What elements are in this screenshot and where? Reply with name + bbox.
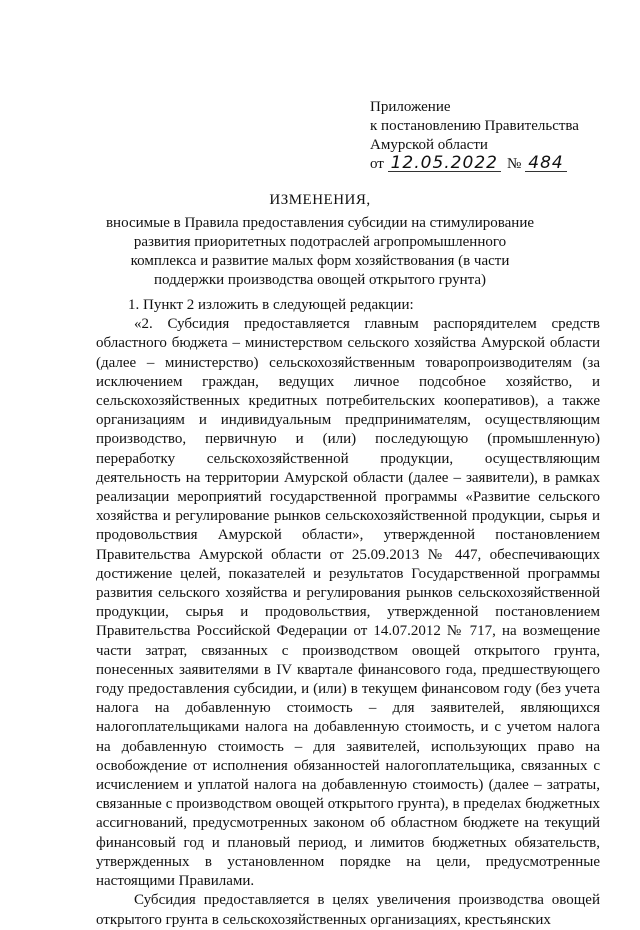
list-item-1: 1. Пункт 2 изложить в следующей редакции: bbox=[128, 297, 414, 313]
document-subtitle: вносимые в Правила предоставления субсидии на стимулирование развития приоритетных подотраслей агропромышленного комплекса и развитие малых форм хозяйствования (в части поддержки производства овощей открытого грунта) bbox=[105, 215, 535, 288]
appendix-resolution-line: к постановлению Правительства bbox=[370, 118, 579, 134]
date-prefix: от bbox=[370, 156, 384, 172]
appendix-region-line: Амурской области bbox=[370, 137, 488, 153]
paragraph-2: Субсидия предоставляется в целях увеличения производства овощей открытого грунта в сельскохозяйственных организациях, крестьянских bbox=[96, 892, 600, 928]
paragraph-1: «2. Субсидия предоставляется главным распорядителем средств областного бюджета – министерством сельского хозяйства Амурской области (далее – министерство) сельскохозяйственным товаропроизводителям (за исключением граждан, ведущих личное подсобное хозяйство, и сельскохозяйственных кредитных потребительских кооперативов), а также организациям и индивидуальным предпринимателям, осуществляющим производство, первичную и (или) последующую (промышленную) переработку сельскохозяйственной продукции, осуществляющим деятельность на территории Амурской области (далее – заявители), в рамках реализации мероприятий государственной программы «Развитие сельского хозяйства и регулирование рынков сельскохозяйственной продукции, сырья и продовольствия Амурской области», утвержденной постановлением Правительства Амурской области от 25.09.2013 № 447, обеспечивающих достижение целей, показателей и результатов Государственной программы развития сельского хозяйства и регулирования рынков сельскохозяйственной продукции, сырья и продовольствия, утвержденной постановлением Правительства Российской Федерации от 14.07.2012 № 717, на возмещение части затрат, связанных с производством овощей открытого грунта, понесенных заявителями в IV квартале финансового года, предшествующего году предоставления субсидии, и (или) в текущем финансовом году (без учета налога на добавленную стоимость – для заявителей, являющихся налогоплательщиками налога на добавленную стоимость, и с учетом налога на добавленную стоимость – для заявителей, использующих право на освобождение от исполнения обязанностей налогоплательщика, связанных с исчислением и уплатой налога на добавленную стоимость) (далее – затраты, связанные с производством овощей открытого грунта), в пределах бюджетных ассигнований, предусмотренных законом об областном бюджете на текущий финансовый год и плановый период, и лимитов бюджетных обязательств, утвержденных в установленном порядке на цели, предусмотренные настоящими Правилами. bbox=[96, 316, 600, 890]
appendix-title: Приложение bbox=[370, 99, 451, 115]
appendix-date-line bbox=[370, 155, 620, 174]
number-sign: № bbox=[506, 156, 522, 172]
appendix-header bbox=[370, 98, 620, 174]
handwritten-date: 12.05.2022 bbox=[388, 155, 501, 172]
document-title: ИЗМЕНЕНИЯ, bbox=[269, 192, 371, 208]
document-body bbox=[96, 296, 600, 930]
handwritten-number: 484 bbox=[525, 155, 566, 172]
